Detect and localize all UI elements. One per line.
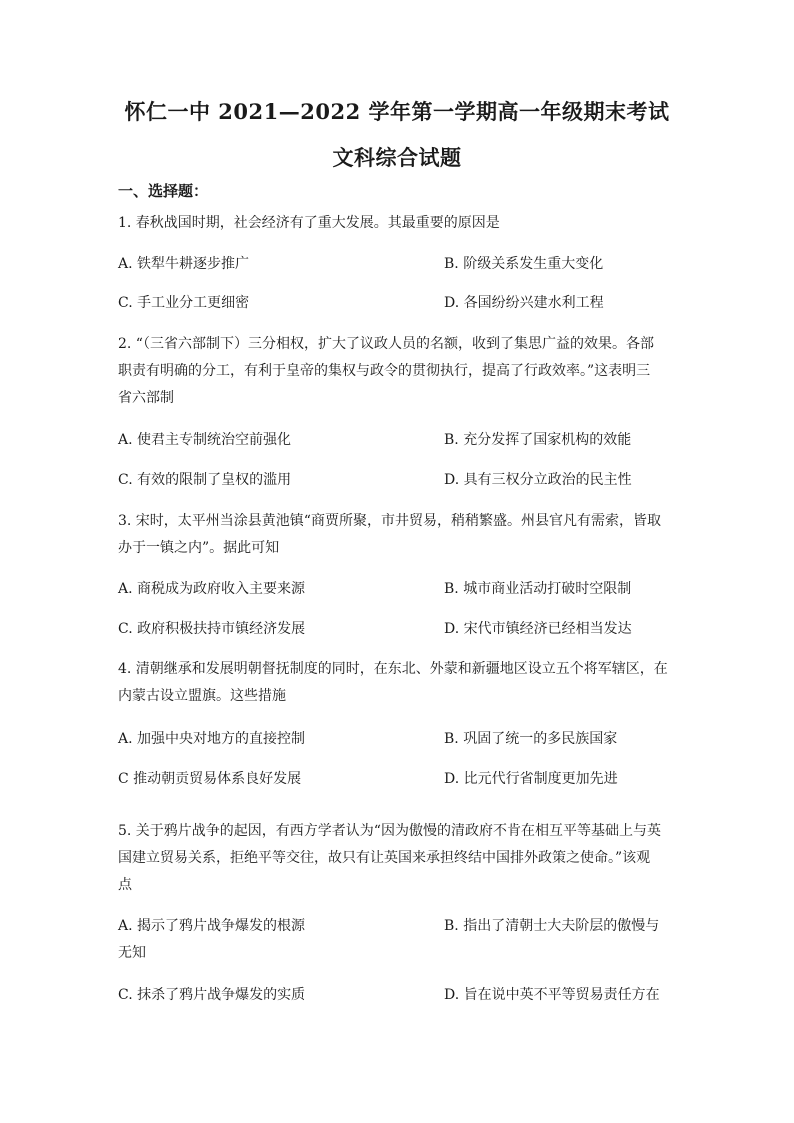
question-text: 省六部制 [118,390,174,406]
question-text: 1. 春秋战国时期，社会经济有了重大发展。其最重要的原因是 [118,215,500,231]
option-a: A. 使君主专制统治空前强化 [118,432,292,448]
question-text: 4. 清朝继承和发展明朝督抚制度的同时，在东北、外蒙和新疆地区设立五个将军辖区，在 [118,661,668,677]
question-text: 办于一镇之内”。据此可知 [118,540,280,556]
option-c: C. 手工业分工更细密 [118,295,250,311]
option-c: C. 政府积极扶持市镇经济发展 [118,621,306,637]
option-b: B. 指出了清朝士大夫阶层的傲慢与 [444,918,660,934]
question-text: 国建立贸易关系，拒绝平等交往，故只有让英国来承担终结中国排外政策之使命。”该观 [118,850,651,866]
option-a: A. 商税成为政府收入主要来源 [118,581,306,597]
page-title-line1: 怀仁一中 2021—2022 学年第一学期高一年级期末考试 [124,99,670,124]
option-a: A. 揭示了鸦片战争爆发的根源 [118,918,306,934]
option-c: C 推动朝贡贸易体系良好发展 [118,771,302,787]
option-d: D. 具有三权分立政治的民主性 [444,472,632,488]
question-text: 点 [118,877,132,893]
option-c: C. 有效的限制了皇权的滥用 [118,472,292,488]
option-a: A. 铁犁牛耕逐步推广 [118,256,250,272]
option-b: B. 巩固了统一的多民族国家 [444,731,618,747]
option-d: D. 旨在说中英不平等贸易责任方在 [444,987,660,1003]
page-title-line2: 文科综合试题 [332,145,462,170]
question-text: 职责有明确的分工，有利于皇帝的集权与政令的贯彻执行，提高了行政效率。”这表明三 [118,363,651,379]
question-text: 2. “（三省六部制下）三分相权，扩大了议政人员的名额，收到了集思广益的效果。各部 [118,336,654,352]
question-text: 内蒙古设立盟旗。这些措施 [118,688,286,704]
option-b: B. 阶级关系发生重大变化 [444,256,604,272]
option-b-continuation: 无知 [118,945,146,961]
option-a: A. 加强中央对地方的直接控制 [118,731,306,747]
option-c: C. 抹杀了鸦片战争爆发的实质 [118,987,306,1003]
option-b: B. 充分发挥了国家机构的效能 [444,432,632,448]
question-text: 3. 宋时，太平州当涂县黄池镇“商贾所聚，市井贸易，稍稍繁盛。州县官凡有需索，皆取 [118,513,661,529]
option-d: D. 宋代市镇经济已经相当发达 [444,621,632,637]
option-d: D. 比元代行省制度更加先进 [444,771,618,787]
question-text: 5. 关于鸦片战争的起因，有西方学者认为“因为傲慢的清政府不肯在相互平等基础上与英 [118,823,661,839]
option-d: D. 各国纷纷兴建水利工程 [444,295,604,311]
option-b: B. 城市商业活动打破时空限制 [444,581,632,597]
section-heading: 一、选择题： [118,182,209,200]
